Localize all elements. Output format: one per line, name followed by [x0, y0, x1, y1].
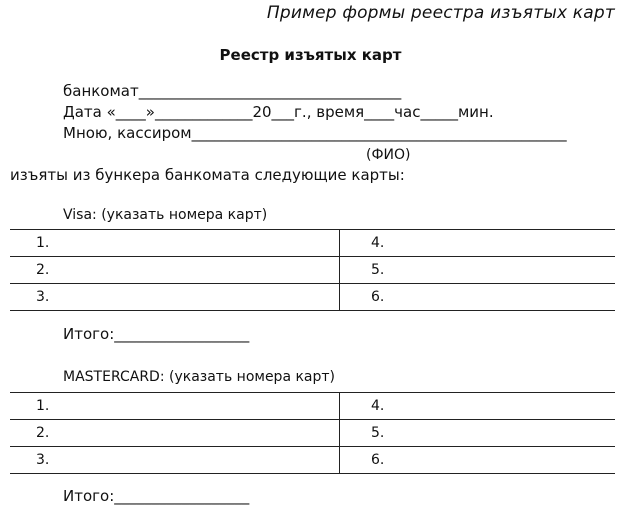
- card-number-cell: 5.: [340, 257, 616, 284]
- mastercard-cards-table: [10, 392, 615, 474]
- table-row: [10, 284, 615, 311]
- fio-hint: (ФИО): [366, 147, 411, 163]
- card-number-cell: 3.: [10, 284, 340, 311]
- date-time-field: Дата «____»_____________20___г., время____час_____мин.: [63, 103, 494, 121]
- card-number-cell: 2.: [10, 257, 340, 284]
- table-row: [10, 257, 615, 284]
- intro-text: изъяты из бункера банкомата следующие карты:: [10, 166, 405, 184]
- atm-field: банкомат___________________________________: [63, 82, 402, 100]
- card-number-cell: 5.: [340, 420, 616, 447]
- mastercard-heading: MASTERCARD: (указать номера карт): [63, 369, 336, 385]
- table-row: [10, 393, 615, 420]
- card-number-cell: 1.: [10, 230, 340, 257]
- card-number-cell: 1.: [10, 393, 340, 420]
- table-row: [10, 447, 615, 474]
- table-row: [10, 420, 615, 447]
- page-caption: Пример формы реестра изъятых карт: [266, 3, 615, 23]
- visa-total: Итого:__________________: [63, 325, 250, 343]
- cashier-field: Мною, кассиром__________________________________________________: [63, 124, 567, 142]
- document-title: Реестр изъятых карт: [219, 46, 402, 64]
- card-number-cell: 2.: [10, 420, 340, 447]
- mastercard-total: Итого:__________________: [63, 487, 250, 505]
- visa-cards-table: [10, 229, 615, 311]
- card-number-cell: 4.: [340, 393, 616, 420]
- card-number-cell: 4.: [340, 230, 616, 257]
- table-row: [10, 230, 615, 257]
- card-number-cell: 6.: [340, 284, 616, 311]
- visa-heading: Visa: (указать номера карт): [63, 207, 268, 223]
- card-number-cell: 6.: [340, 447, 616, 474]
- card-number-cell: 3.: [10, 447, 340, 474]
